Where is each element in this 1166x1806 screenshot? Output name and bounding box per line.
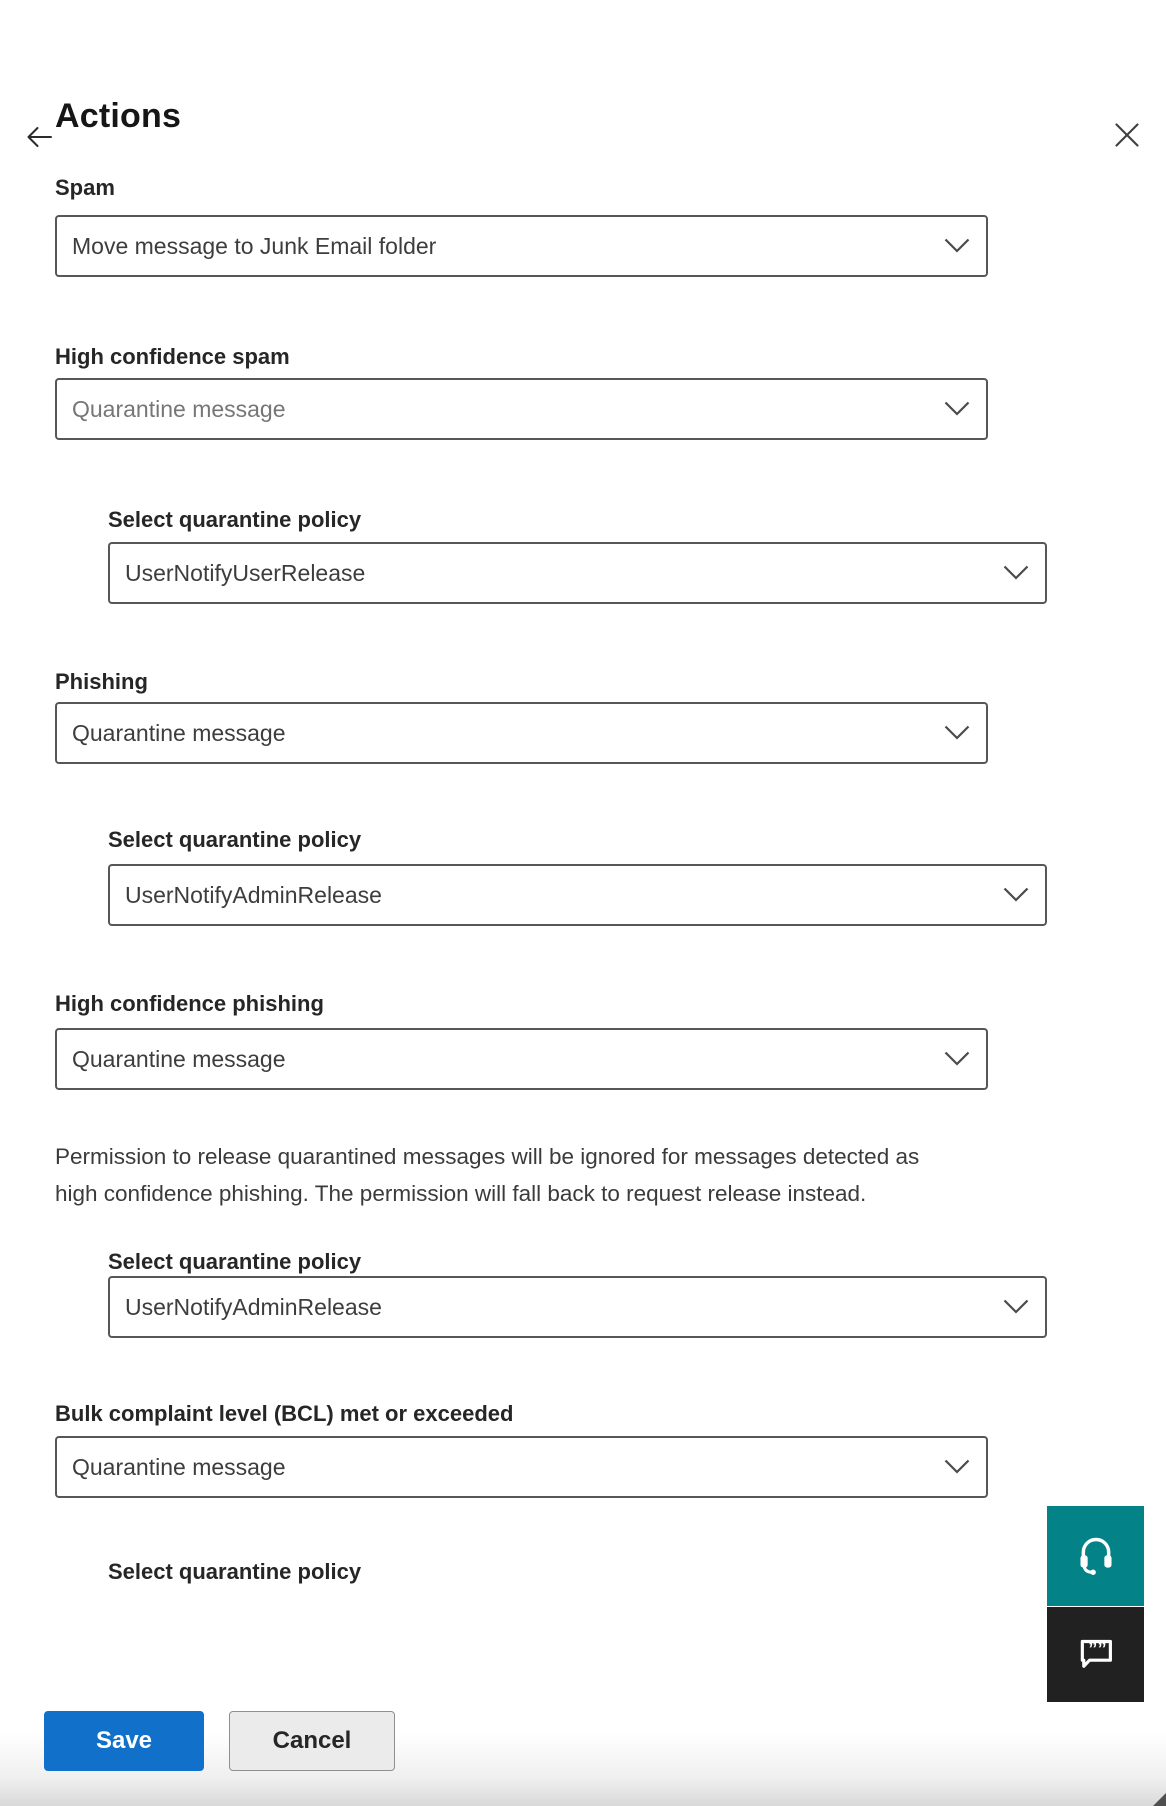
quarantine-policy-select-phishing[interactable] bbox=[108, 864, 1047, 926]
field-quarantine-policy-bcl bbox=[108, 1558, 1166, 1586]
quarantine-policy-select-spam[interactable] bbox=[108, 542, 1047, 604]
back-button[interactable] bbox=[22, 120, 56, 154]
arrow-left-icon bbox=[22, 142, 56, 157]
bulk-complaint-level-action-value: Quarantine message bbox=[72, 1453, 286, 1480]
close-button[interactable] bbox=[1112, 120, 1142, 150]
note-line: high confidence phishing. The permission will fall back to request release instead. bbox=[55, 1181, 867, 1206]
chevron-down-icon bbox=[943, 724, 971, 742]
field-quarantine-policy-spam bbox=[108, 506, 1166, 604]
field-high-confidence-phishing bbox=[55, 990, 1166, 1090]
phishing-action-value: Quarantine message bbox=[72, 719, 286, 746]
high-confidence-spam-action-select[interactable] bbox=[55, 378, 988, 440]
quarantine-policy-select-high-confidence-phishing[interactable] bbox=[108, 1276, 1047, 1338]
chevron-down-icon bbox=[943, 400, 971, 418]
chevron-down-icon bbox=[1002, 564, 1030, 582]
high-confidence-spam-action-value: Quarantine message bbox=[72, 395, 286, 422]
high-confidence-phishing-note bbox=[55, 1138, 1166, 1212]
chevron-down-icon bbox=[1002, 886, 1030, 904]
feedback-speech-bubble-icon bbox=[1073, 1630, 1119, 1679]
close-icon bbox=[1112, 138, 1142, 153]
feedback-button[interactable] bbox=[1047, 1607, 1144, 1702]
high-confidence-phishing-action-select[interactable] bbox=[55, 1028, 988, 1090]
actions-panel bbox=[0, 96, 1166, 1586]
svg-text:””: ”” bbox=[1087, 1638, 1107, 1660]
phishing-action-select[interactable] bbox=[55, 702, 988, 764]
cancel-button[interactable]: Cancel bbox=[229, 1711, 395, 1771]
high-confidence-spam-label: High confidence spam bbox=[55, 344, 290, 369]
high-confidence-phishing-action-value: Quarantine message bbox=[72, 1045, 286, 1072]
quarantine-policy-value: UserNotifyAdminRelease bbox=[125, 881, 382, 908]
bulk-complaint-level-label: Bulk complaint level (BCL) met or exceeded bbox=[55, 1401, 514, 1426]
field-quarantine-policy-high-confidence-phishing bbox=[108, 1248, 1166, 1338]
phishing-label: Phishing bbox=[55, 669, 148, 694]
chevron-down-icon bbox=[1002, 1298, 1030, 1316]
chevron-down-icon bbox=[943, 1050, 971, 1068]
quarantine-policy-label: Select quarantine policy bbox=[108, 507, 362, 532]
spam-label: Spam bbox=[55, 175, 115, 200]
quarantine-policy-value: UserNotifyUserRelease bbox=[125, 559, 366, 586]
quarantine-policy-label: Select quarantine policy bbox=[108, 1249, 362, 1274]
chevron-down-icon bbox=[943, 237, 971, 255]
quarantine-policy-label: Select quarantine policy bbox=[108, 1559, 362, 1584]
floating-help-widgets bbox=[1047, 1506, 1144, 1702]
quarantine-policy-value: UserNotifyAdminRelease bbox=[125, 1293, 382, 1320]
save-button[interactable]: Save bbox=[44, 1711, 204, 1771]
field-phishing bbox=[55, 668, 1166, 764]
field-bulk-complaint-level bbox=[55, 1400, 1166, 1498]
page-title: Actions bbox=[55, 97, 182, 135]
headset-icon bbox=[1073, 1532, 1119, 1581]
note-line: Permission to release quarantined messages will be ignored for messages detected as bbox=[55, 1144, 920, 1169]
scroll-corner bbox=[1153, 1793, 1166, 1806]
support-button[interactable] bbox=[1047, 1506, 1144, 1606]
spam-action-select[interactable] bbox=[55, 215, 988, 277]
spam-action-value: Move message to Junk Email folder bbox=[72, 232, 437, 259]
bulk-complaint-level-action-select[interactable] bbox=[55, 1436, 988, 1498]
chevron-down-icon bbox=[943, 1458, 971, 1476]
quarantine-policy-label: Select quarantine policy bbox=[108, 827, 362, 852]
field-quarantine-policy-phishing bbox=[108, 826, 1166, 926]
footer-action-bar bbox=[0, 1681, 1166, 1806]
field-spam bbox=[55, 174, 1166, 277]
high-confidence-phishing-label: High confidence phishing bbox=[55, 991, 324, 1016]
field-high-confidence-spam bbox=[55, 343, 1166, 440]
